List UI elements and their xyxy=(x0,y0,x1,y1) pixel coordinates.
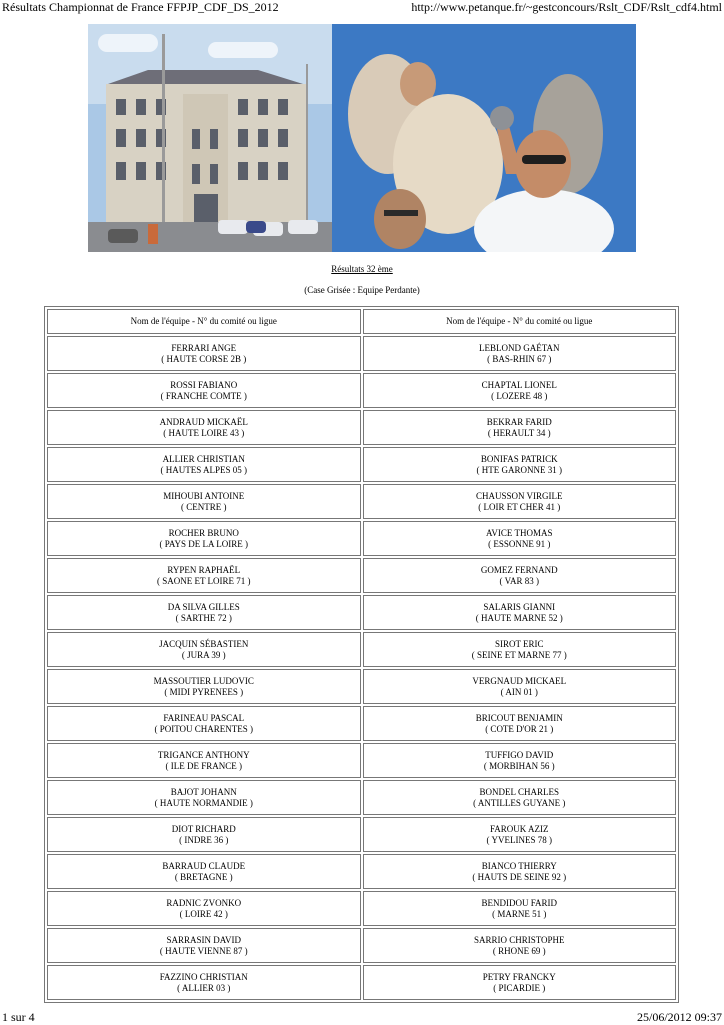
table-row xyxy=(47,928,676,963)
team-cell-right xyxy=(363,336,677,371)
team-committee: ( ESSONNE 91 ) xyxy=(488,538,551,549)
team-name: ROCHER BRUNO xyxy=(168,527,239,538)
team-name: BEKRAR FARID xyxy=(486,416,552,427)
team-name: MASSOUTIER LUDOVIC xyxy=(153,675,254,686)
team-name: BAJOT JOHANN xyxy=(170,786,237,797)
team-committee: ( PAYS DE LA LOIRE ) xyxy=(159,538,249,549)
team-committee: ( MORBIHAN 56 ) xyxy=(483,760,555,771)
team-name: LEBLOND GAÉTAN xyxy=(478,342,560,353)
team-name: RYPEN RAPHAËL xyxy=(167,564,241,575)
team-cell-left xyxy=(47,521,361,556)
table-row xyxy=(47,521,676,556)
team-name: CHAUSSON VIRGILE xyxy=(475,490,563,501)
team-cell-right xyxy=(363,706,677,741)
team-name: SIROT ERIC xyxy=(494,638,544,649)
team-name: JACQUIN SÉBASTIEN xyxy=(159,638,249,649)
results-title: Résultats 32 ème xyxy=(331,264,393,274)
team-name: TRIGANCE ANTHONY xyxy=(157,749,250,760)
team-name: BENDIDOU FARID xyxy=(481,897,558,908)
team-name: DIOT RICHARD xyxy=(171,823,236,834)
team-cell-left xyxy=(47,632,361,667)
results-table-container xyxy=(44,306,679,1010)
team-committee: ( SEINE ET MARNE 77 ) xyxy=(471,649,567,660)
legend-note: (Case Grisée : Equipe Perdante) xyxy=(304,285,420,295)
team-committee: ( RHONE 69 ) xyxy=(492,945,546,956)
team-name: AVICE THOMAS xyxy=(486,527,553,538)
team-cell-right xyxy=(363,447,677,482)
table-row xyxy=(47,743,676,778)
team-cell-right xyxy=(363,410,677,445)
team-committee: ( POITOU CHARENTES ) xyxy=(154,723,254,734)
table-row xyxy=(47,854,676,889)
team-cell-left xyxy=(47,743,361,778)
team-committee: ( AIN 01 ) xyxy=(500,686,538,697)
table-row xyxy=(47,817,676,852)
team-cell-left xyxy=(47,373,361,408)
team-cell-right xyxy=(363,928,677,963)
results-table xyxy=(44,306,679,1003)
team-committee: ( INDRE 36 ) xyxy=(179,834,229,845)
team-committee: ( LOIRE 42 ) xyxy=(179,908,228,919)
team-committee: ( HAUTS DE SEINE 92 ) xyxy=(472,871,567,882)
team-name: BARRAUD CLAUDE xyxy=(162,860,246,871)
team-committee: ( ILE DE FRANCE ) xyxy=(165,760,242,771)
table-body xyxy=(47,336,676,1000)
team-name: DA SILVA GILLES xyxy=(167,601,240,612)
team-name: TUFFIGO DAVID xyxy=(485,749,554,760)
team-cell-right xyxy=(363,965,677,1000)
player-photo xyxy=(332,24,636,252)
team-committee: ( ALLIER 03 ) xyxy=(177,982,231,993)
team-name: SARRASIN DAVID xyxy=(166,934,242,945)
team-committee: ( HAUTE MARNE 52 ) xyxy=(475,612,563,623)
team-committee: ( HAUTE NORMANDIE ) xyxy=(154,797,253,808)
team-committee: ( BAS-RHIN 67 ) xyxy=(487,353,552,364)
team-cell-left xyxy=(47,891,361,926)
team-committee: ( PICARDIE ) xyxy=(493,982,546,993)
team-name: SALARIS GIANNI xyxy=(483,601,556,612)
team-committee: ( YVELINES 78 ) xyxy=(486,834,552,845)
team-cell-right xyxy=(363,521,677,556)
table-row xyxy=(47,780,676,815)
team-cell-left xyxy=(47,447,361,482)
table-row xyxy=(47,336,676,371)
team-committee: ( HAUTE VIENNE 87 ) xyxy=(159,945,248,956)
building-photo xyxy=(88,24,332,252)
team-cell-left xyxy=(47,780,361,815)
team-committee: ( VAR 83 ) xyxy=(499,575,539,586)
print-header-title: Résultats Championnat de France FFPJP_CDF_DS_2012 xyxy=(2,0,279,14)
team-cell-left xyxy=(47,484,361,519)
team-cell-left xyxy=(47,595,361,630)
team-committee: ( COTE D'OR 21 ) xyxy=(485,723,554,734)
table-row xyxy=(47,373,676,408)
table-row xyxy=(47,410,676,445)
table-row xyxy=(47,965,676,1000)
team-cell-left xyxy=(47,558,361,593)
team-cell-left xyxy=(47,336,361,371)
team-committee: ( LOIR ET CHER 41 ) xyxy=(478,501,561,512)
team-cell-right xyxy=(363,780,677,815)
team-name: BONDEL CHARLES xyxy=(479,786,559,797)
team-name: VERGNAUD MICKAEL xyxy=(472,675,567,686)
table-row xyxy=(47,447,676,482)
team-cell-right xyxy=(363,373,677,408)
team-cell-left xyxy=(47,854,361,889)
team-name: BIANCO THIERRY xyxy=(481,860,557,871)
team-cell-right xyxy=(363,484,677,519)
team-committee: ( LOZERE 48 ) xyxy=(491,390,548,401)
team-name: SARRIO CHRISTOPHE xyxy=(473,934,565,945)
team-committee: ( HAUTES ALPES 05 ) xyxy=(160,464,247,475)
team-cell-left xyxy=(47,817,361,852)
team-name: FERRARI ANGE xyxy=(171,342,237,353)
table-row xyxy=(47,706,676,741)
team-cell-right xyxy=(363,743,677,778)
team-cell-right xyxy=(363,669,677,704)
team-committee: ( JURA 39 ) xyxy=(181,649,226,660)
column-header-right: Nom de l'équipe - N° du comité ou ligue xyxy=(363,309,677,334)
table-row xyxy=(47,632,676,667)
team-name: FARINEAU PASCAL xyxy=(163,712,245,723)
print-datetime: 25/06/2012 09:37 xyxy=(636,1010,722,1024)
team-name: ALLIER CHRISTIAN xyxy=(162,453,245,464)
team-committee: ( CENTRE ) xyxy=(181,501,227,512)
page-number: 1 sur 4 xyxy=(2,1010,35,1024)
team-cell-right xyxy=(363,558,677,593)
team-name: RADNIC ZVONKO xyxy=(166,897,242,908)
team-name: BRICOUT BENJAMIN xyxy=(475,712,563,723)
team-committee: ( BRETAGNE ) xyxy=(174,871,233,882)
team-cell-right xyxy=(363,854,677,889)
team-committee: ( HERAULT 34 ) xyxy=(487,427,551,438)
team-committee: ( MIDI PYRENEES ) xyxy=(164,686,244,697)
table-row xyxy=(47,558,676,593)
team-name: FAZZINO CHRISTIAN xyxy=(159,971,248,982)
team-committee: ( HAUTE CORSE 2B ) xyxy=(161,353,247,364)
banner-image xyxy=(88,24,636,252)
table-header-row xyxy=(47,309,676,334)
team-cell-left xyxy=(47,965,361,1000)
team-name: BONIFAS PATRICK xyxy=(480,453,558,464)
team-committee: ( HAUTE LOIRE 43 ) xyxy=(163,427,245,438)
table-row xyxy=(47,595,676,630)
team-cell-right xyxy=(363,595,677,630)
team-cell-left xyxy=(47,410,361,445)
team-cell-right xyxy=(363,817,677,852)
team-committee: ( ANTILLES GUYANE ) xyxy=(473,797,566,808)
team-committee: ( MARNE 51 ) xyxy=(492,908,547,919)
column-header-left: Nom de l'équipe - N° du comité ou ligue xyxy=(47,309,361,334)
team-committee: ( FRANCHE COMTE ) xyxy=(160,390,247,401)
team-name: FAROUK AZIZ xyxy=(489,823,549,834)
team-committee: ( HTE GARONNE 31 ) xyxy=(476,464,562,475)
team-committee: ( SARTHE 72 ) xyxy=(175,612,232,623)
team-cell-right xyxy=(363,632,677,667)
team-cell-right xyxy=(363,891,677,926)
table-row xyxy=(47,484,676,519)
team-cell-left xyxy=(47,669,361,704)
table-row xyxy=(47,669,676,704)
team-name: CHAPTAL LIONEL xyxy=(481,379,557,390)
team-name: GOMEZ FERNAND xyxy=(480,564,558,575)
team-cell-left xyxy=(47,928,361,963)
team-name: ANDRAUD MICKAËL xyxy=(159,416,248,427)
team-committee: ( SAONE ET LOIRE 71 ) xyxy=(156,575,251,586)
team-cell-left xyxy=(47,706,361,741)
table-row xyxy=(47,891,676,926)
print-header-url: http://www.petanque.fr/~gestconcours/Rslt_CDF/Rslt_cdf4.html xyxy=(411,0,722,14)
team-name: MIHOUBI ANTOINE xyxy=(163,490,245,501)
team-name: PETRY FRANCKY xyxy=(482,971,556,982)
team-name: ROSSI FABIANO xyxy=(170,379,238,390)
